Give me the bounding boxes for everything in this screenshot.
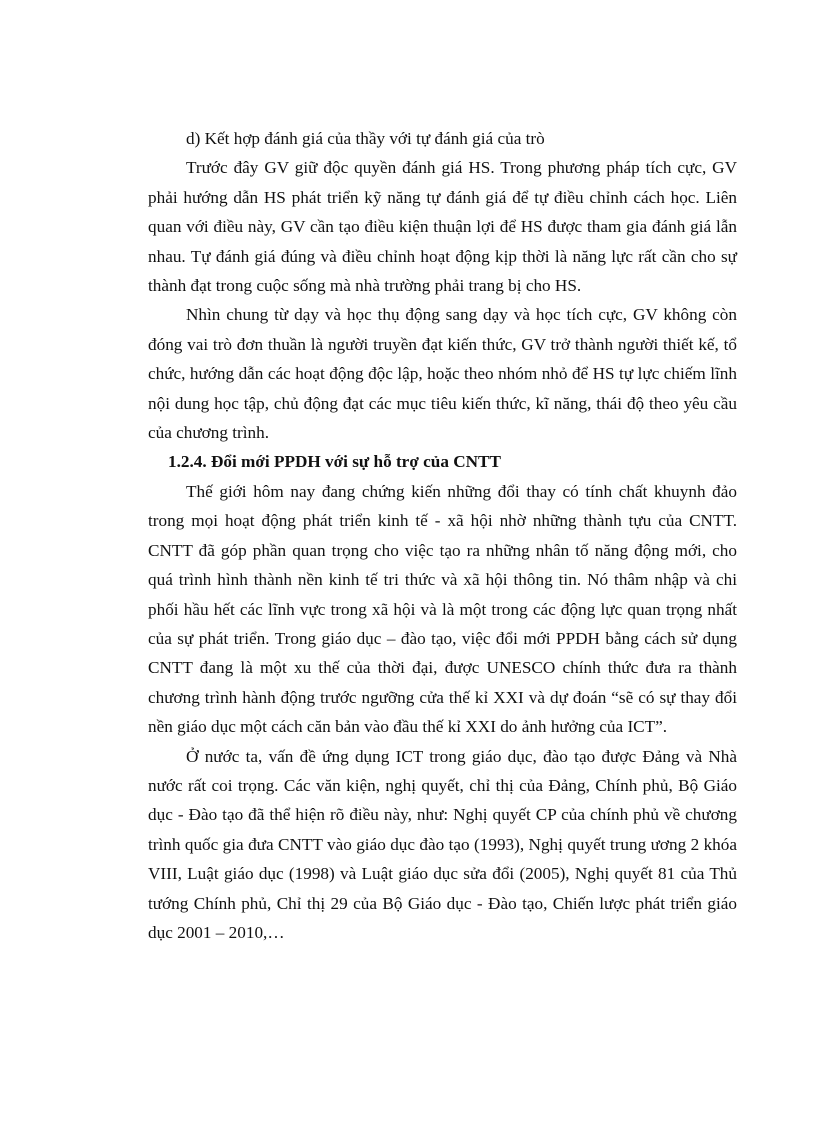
paragraph-teacher-role: Nhìn chung từ dạy và học thụ động sang dạy và học tích cực, GV không còn đóng vai trò đơn thuần là người truyền đạt kiến thức, GV trở thành người thiết kế, tổ chức, hướng dẫn các hoạt động độc lập, hoặc theo nhóm nhỏ để HS tự lực chiếm lĩnh nội dung học tập, chủ động đạt các mục tiêu kiến thức, kĩ năng, thái độ theo yêu cầu của chương trình. — [148, 305, 737, 443]
paragraph-ict-vietnam: Ở nước ta, vấn đề ứng dụng ICT trong giáo dục, đào tạo được Đảng và Nhà nước rất coi trọng. Các văn kiện, nghị quyết, chỉ thị của Đảng, Chính phủ, Bộ Giáo dục - Đào tạo đã thể hiện rõ điều này, như: Nghị quyết CP của chính phủ về chương trình quốc gia đưa CNTT vào giáo dục đào tạo (1993), Nghị quyết trung ương 2 khóa VIII, Luật giáo dục (1998) và Luật giáo dục sửa đổi (2005), Nghị quyết 81 của Thủ tướng Chính phủ, Chỉ thị 29 của Bộ Giáo dục - Đào tạo, Chiến lược phát triển giáo dục 2001 – 2010,… — [148, 746, 737, 942]
document-page — [148, 124, 737, 947]
section-d-title: d) Kết hợp đánh giá của thầy với tự đánh giá của trò — [186, 129, 545, 148]
paragraph-self-assessment: Trước đây GV giữ độc quyền đánh giá HS. Trong phương pháp tích cực, GV phải hướng dẫn HS phát triển kỹ năng tự đánh giá để tự điều chỉnh cách học. Liên quan với điều này, GV cần tạo điều kiện thuận lợi để HS được tham gia đánh giá lẫn nhau. Tự đánh giá đúng và điều chỉnh hoạt động kịp thời là năng lực rất cần cho sự thành đạt trong cuộc sống mà nhà trường phải trang bị cho HS. — [148, 158, 737, 296]
section-heading-1-2-4: 1.2.4. Đổi mới PPDH với sự hỗ trợ của CNTT — [168, 452, 501, 472]
paragraph-ict-world: Thế giới hôm nay đang chứng kiến những đổi thay có tính chất khuynh đảo trong mọi hoạt động phát triển kinh tế - xã hội nhờ những thành tựu của CNTT. CNTT đã góp phần quan trọng cho việc tạo ra những nhân tố năng động mới, cho quá trình hình thành nền kinh tế tri thức và xã hội thông tin. Nó thâm nhập và chi phối hầu hết các lĩnh vực trong xã hội và là một trong các động lực quan trọng nhất của sự phát triển. Trong giáo dục – đào tạo, việc đổi mới PPDH bằng cách sử dụng CNTT đang là một xu thế của thời đại, được UNESCO chính thức đưa ra thành chương trình hành động trước ngưỡng cửa thế kỉ XXI và dự đoán “sẽ có sự thay đổi nền giáo dục một cách căn bản vào đầu thế kỉ XXI do ảnh hưởng của ICT”. — [148, 481, 737, 737]
